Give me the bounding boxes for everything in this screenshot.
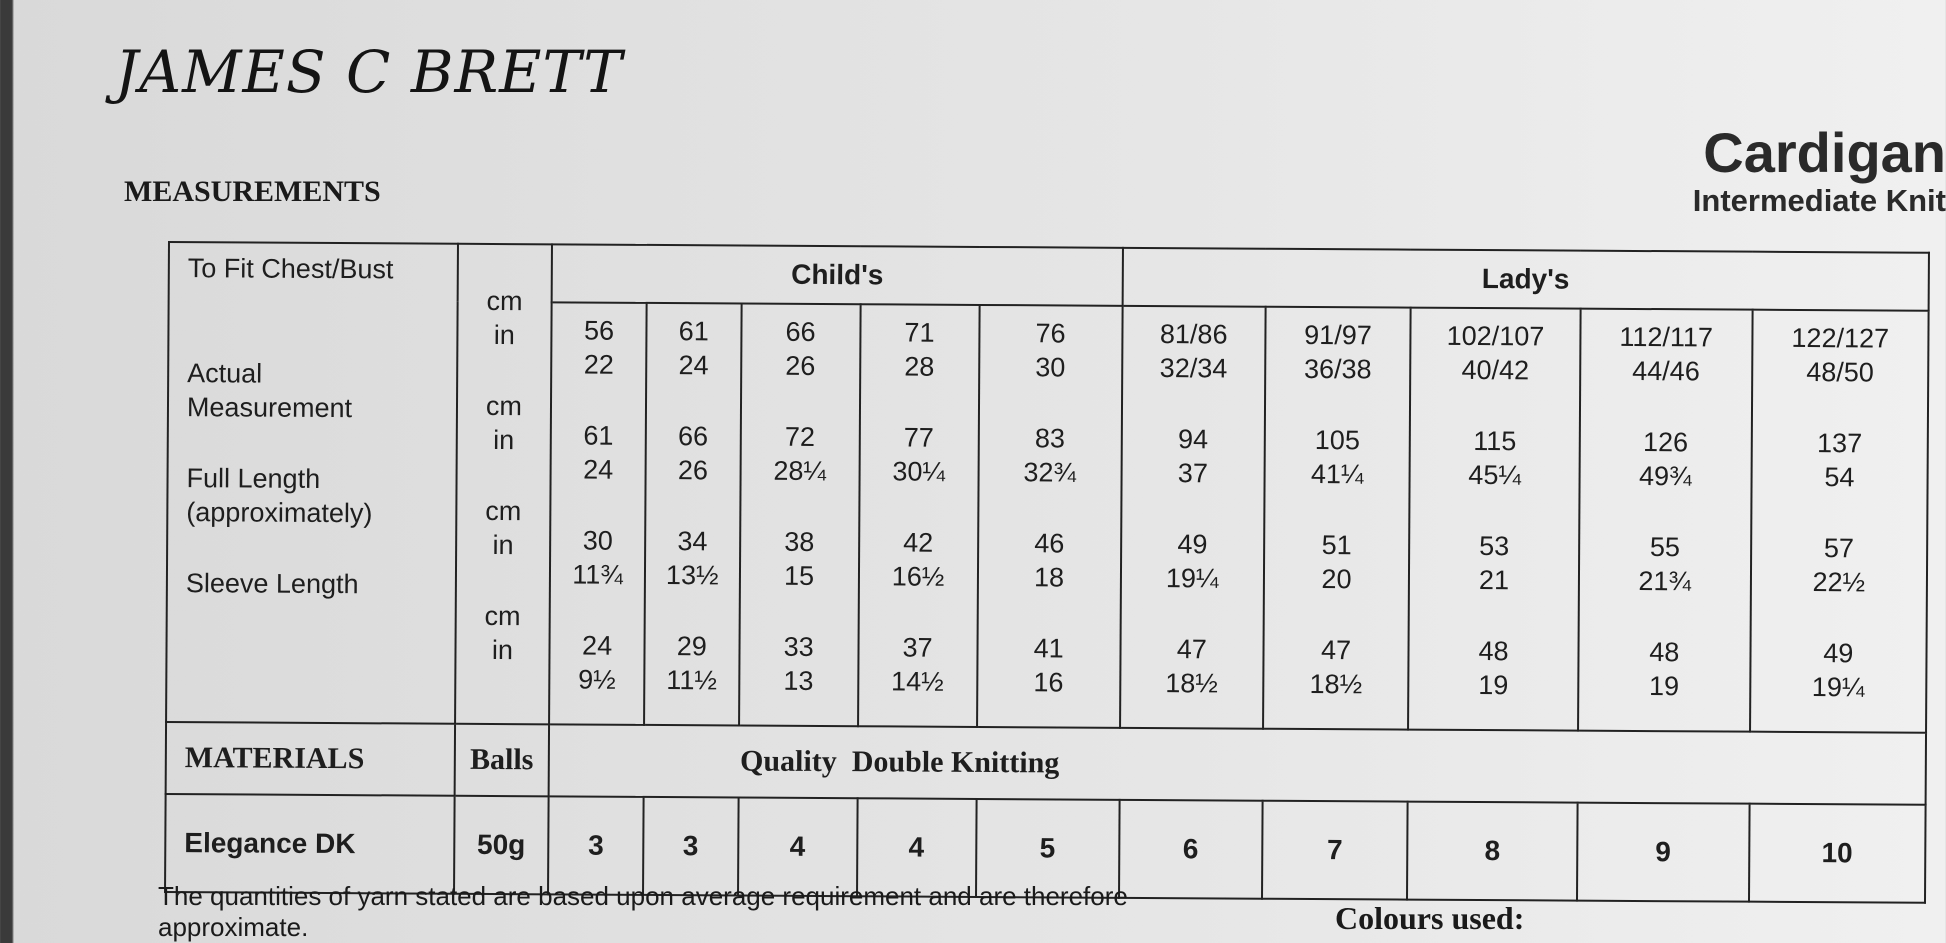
unit-cm: cm [485, 390, 522, 422]
units-cell [455, 244, 553, 725]
value-cm: 24 [582, 630, 613, 661]
unit-cm: cm [485, 495, 522, 527]
value-cm: 115 [1473, 425, 1517, 457]
value-pair [979, 411, 1121, 517]
row-label: To Fit Chest/Bust [187, 253, 394, 285]
value-pair [1266, 308, 1410, 414]
value-in: 37 [1177, 458, 1209, 489]
value-pair [1121, 517, 1263, 623]
value-cm: 33 [783, 631, 814, 662]
row-labels-cell [166, 242, 457, 724]
value-cm: 66 [785, 316, 816, 347]
unit-cm: cm [484, 600, 521, 632]
value-in: 11½ [666, 665, 717, 696]
yarn-weight: 50g [454, 796, 549, 895]
value-pair [1409, 624, 1577, 730]
value-cm: 42 [903, 527, 934, 558]
value-in: 22½ [1812, 567, 1866, 598]
value-in: 24 [678, 350, 709, 381]
quality-label: Quality [739, 744, 837, 779]
value-pair [859, 515, 977, 621]
value-in: 19 [1478, 670, 1509, 701]
value-cm: 48 [1478, 636, 1509, 667]
size-column [1750, 310, 1929, 733]
value-in: 20 [1321, 564, 1352, 595]
value-in: 30¼ [892, 456, 946, 487]
size-column [549, 302, 646, 725]
value-pair [740, 620, 858, 726]
value-in: 18 [1033, 562, 1065, 593]
value-cm: 37 [902, 632, 933, 663]
value-pair [1752, 416, 1927, 522]
value-pair [978, 516, 1120, 622]
value-pair [860, 410, 978, 516]
size-column [644, 303, 741, 726]
size-column [977, 305, 1123, 728]
value-pair [1123, 307, 1265, 413]
value-cm: 91/97 [1304, 319, 1372, 351]
value-in: 19¼ [1165, 563, 1219, 594]
value-in: 48/50 [1806, 357, 1874, 388]
value-pair [1580, 520, 1750, 626]
value-in: 9½ [578, 664, 616, 695]
unit-in: in [493, 319, 515, 351]
value-pair [551, 513, 644, 619]
value-cm: 81/86 [1159, 319, 1228, 350]
value-cm: 49 [1177, 529, 1208, 560]
value-in: 26 [677, 455, 709, 486]
value-pair [1410, 519, 1578, 625]
value-cm: 51 [1321, 530, 1352, 561]
value-pair [978, 621, 1120, 727]
value-cm: 112/117 [1619, 321, 1714, 353]
value-cm: 126 [1642, 427, 1689, 458]
balls-label: Balls [454, 724, 549, 797]
value-pair [1265, 518, 1409, 624]
unit-pair [458, 274, 551, 380]
value-cm: 61 [583, 420, 614, 451]
value-pair [645, 619, 738, 725]
value-pair [1122, 412, 1264, 518]
value-in: 32¾ [1023, 457, 1077, 488]
value-cm: 30 [582, 525, 613, 556]
value-in: 40/42 [1461, 354, 1530, 386]
ball-count: 10 [1749, 804, 1926, 903]
value-cm: 76 [1035, 318, 1066, 349]
value-cm: 56 [583, 315, 615, 346]
ball-count: 7 [1262, 801, 1408, 900]
value-pair [1581, 310, 1751, 416]
value-pair [647, 304, 740, 410]
unit-pair [457, 379, 550, 485]
value-cm: 38 [784, 526, 815, 557]
value-in: 26 [785, 350, 816, 381]
ball-count: 4 [738, 797, 858, 896]
ball-count: 6 [1119, 800, 1263, 899]
value-pair [1751, 521, 1926, 627]
value-cm: 72 [784, 421, 816, 452]
value-pair [740, 515, 858, 621]
value-cm: 34 [677, 526, 708, 557]
size-column [1408, 308, 1580, 731]
yarn-name: Elegance DK [165, 794, 454, 894]
value-pair [646, 514, 739, 620]
size-column [1578, 309, 1752, 732]
value-pair [1580, 415, 1750, 521]
size-column [739, 304, 861, 727]
value-in: 49¾ [1638, 460, 1692, 492]
value-cm: 71 [904, 317, 935, 348]
unit-cm: cm [486, 285, 523, 317]
row-label: Full Length (approximately) [186, 463, 373, 529]
value-pair [646, 409, 739, 515]
value-cm: 102/107 [1446, 320, 1545, 352]
value-pair [1753, 311, 1928, 417]
brand-logo: JAMES C BRETT [115, 38, 623, 106]
value-pair [550, 618, 643, 724]
value-in: 24 [583, 454, 614, 485]
ball-count: 9 [1577, 803, 1749, 902]
value-in: 32/34 [1159, 353, 1228, 384]
materials-label: MATERIALS [166, 722, 455, 796]
value-cm: 122/127 [1791, 322, 1890, 354]
value-pair [741, 410, 859, 516]
value-pair [980, 306, 1122, 412]
value-cm: 83 [1034, 423, 1066, 454]
value-pair [1121, 622, 1263, 728]
value-in: 36/38 [1303, 353, 1372, 385]
ball-count: 8 [1407, 802, 1577, 901]
ball-count: 4 [857, 798, 977, 897]
value-in: 41¼ [1310, 458, 1364, 490]
value-in: 21 [1478, 565, 1510, 596]
value-cm: 55 [1649, 532, 1681, 563]
value-cm: 57 [1823, 533, 1855, 564]
value-pair [1264, 623, 1408, 729]
section-title: MEASUREMENTS [124, 175, 381, 208]
value-in: 16½ [891, 561, 945, 592]
garment-title: Cardigan [1703, 121, 1946, 184]
value-cm: 61 [678, 316, 709, 347]
measurements-table [164, 241, 1930, 904]
value-in: 19 [1648, 671, 1680, 702]
value-pair [742, 305, 860, 411]
value-in: 11¾ [572, 559, 623, 590]
unit-in: in [492, 529, 514, 561]
size-column [858, 304, 980, 727]
value-cm: 46 [1034, 528, 1065, 559]
value-cm: 94 [1177, 424, 1209, 455]
value-in: 16 [1033, 667, 1064, 698]
ball-count: 3 [643, 797, 738, 896]
value-in: 15 [783, 560, 815, 591]
colours-used-label: Colours used: [1335, 900, 1525, 936]
unit-in: in [493, 424, 515, 456]
value-cm: 66 [678, 421, 709, 452]
yarn-footnote: The quantities of yarn stated are based upon average requirement and are therefore approximate. [158, 881, 1128, 942]
measurements-table-wrap [164, 241, 1930, 886]
value-in: 45¼ [1468, 459, 1522, 491]
quality-cell [549, 724, 1926, 804]
value-cm: 48 [1649, 637, 1680, 668]
value-pair [1579, 625, 1749, 731]
value-pair [859, 620, 977, 726]
value-in: 13 [783, 665, 814, 696]
value-in: 18½ [1165, 668, 1218, 699]
row-label: Actual Measurement [186, 358, 353, 424]
value-in: 19¼ [1811, 672, 1865, 703]
value-cm: 137 [1817, 428, 1863, 459]
value-cm: 29 [676, 631, 707, 662]
size-column [1263, 307, 1411, 730]
group-header-ladys: Lady's [1122, 248, 1929, 311]
value-cm: 47 [1320, 635, 1352, 666]
value-in: 14½ [891, 666, 944, 697]
value-in: 13½ [665, 560, 719, 591]
size-column [1120, 306, 1266, 729]
value-in: 28 [904, 351, 935, 382]
ball-count: 5 [976, 799, 1120, 898]
value-in: 21¾ [1638, 565, 1692, 597]
value-in: 18½ [1309, 668, 1363, 700]
row-label: Sleeve Length [185, 568, 359, 600]
value-pair [1265, 413, 1409, 519]
group-header-childs: Child's [552, 244, 1123, 305]
value-in: 30 [1035, 352, 1066, 383]
value-pair [1411, 414, 1579, 520]
value-cm: 49 [1823, 638, 1854, 669]
unit-pair [456, 484, 549, 590]
value-in: 28¼ [773, 455, 827, 487]
value-pair [552, 303, 645, 409]
value-pair [1751, 626, 1926, 732]
value-cm: 77 [903, 422, 934, 453]
value-in: 22 [583, 349, 614, 380]
unit-pair [456, 589, 549, 695]
value-cm: 47 [1176, 634, 1207, 665]
value-pair [861, 305, 979, 411]
value-cm: 41 [1033, 633, 1064, 664]
value-cm: 105 [1314, 425, 1360, 456]
ball-count: 3 [548, 796, 643, 895]
unit-in: in [491, 634, 514, 666]
value-pair [552, 408, 645, 514]
garment-subtitle: Intermediate Knit [1692, 183, 1946, 218]
value-cm: 53 [1479, 531, 1510, 562]
quality-value: Double Knitting [851, 745, 1060, 780]
value-in: 44/46 [1632, 355, 1700, 387]
value-in: 54 [1824, 462, 1855, 493]
value-pair [1411, 309, 1579, 415]
